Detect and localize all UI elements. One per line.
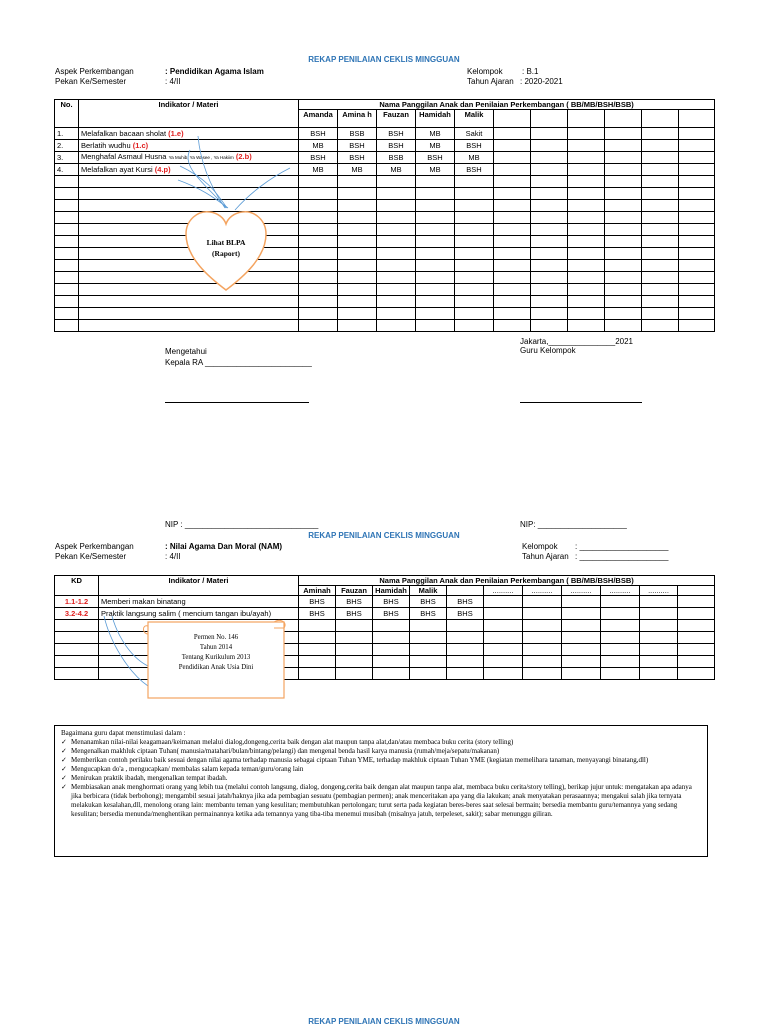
indikator-text: Berlatih wudhu: [81, 140, 131, 150]
mengetahui: Mengetahui: [165, 347, 207, 356]
pekan-label: Pekan Ke/Semester: [55, 77, 127, 86]
score-cell: BSH: [299, 128, 338, 140]
row-indikator: Memberi makan binatang: [99, 596, 299, 608]
score-cell: BSH: [455, 164, 494, 176]
place-date: Jakarta,_______________2021: [520, 337, 633, 346]
signature-line-left: [165, 402, 309, 403]
student-header: Fauzan: [377, 110, 416, 128]
kd-code: (2.b): [235, 152, 252, 161]
student-header: Malik: [455, 110, 494, 128]
kd-code: (4.p): [154, 164, 171, 174]
tahun-value: : 2020-2021: [520, 77, 563, 86]
kd-code: 3.2-4.2: [55, 608, 99, 620]
list-item: ✓ Menirukan praktik ibadah, mengenalkan tempat ibadah.: [61, 774, 701, 783]
col-indikator-header: Indikator / Materi: [99, 576, 299, 596]
score-cell: BHS: [336, 608, 373, 620]
col-no-header: No.: [55, 100, 79, 128]
score-cell: MB: [416, 140, 455, 152]
scroll-line: Permen No. 146: [193, 634, 239, 641]
indikator-text: Menghafal Asmaul Husna: [81, 152, 167, 161]
student-header: Aminah: [299, 586, 336, 596]
student-header-blank: ..........: [601, 586, 640, 596]
col-indikator-header: Indikator / Materi: [79, 100, 299, 128]
section1-title: REKAP PENILAIAN CEKLIS MINGGUAN: [308, 55, 460, 64]
heart-line-1: Lihat BLPA: [206, 238, 246, 247]
aspek-label: Aspek Perkembangan: [55, 67, 134, 76]
score-cell: Sakit: [455, 128, 494, 140]
student-header: Fauzan: [336, 586, 373, 596]
scroll-text: [150, 633, 282, 673]
footer-title: REKAP PENILAIAN CEKLIS MINGGUAN: [308, 1017, 460, 1026]
list-item: ✓ Mengenalkan makhluk ciptaan Tuhan( manusia/matahari/bulan/bintang/pelangi) dan mengenal benda hasil karya manusia (rumah/meja/sepatu/makanan): [61, 747, 701, 756]
list-item: ✓ Mengucapkan do'a , mengucapkan/ membalas salam kepada teman/guru/orang lain: [61, 765, 701, 774]
score-cell: BHS: [299, 596, 336, 608]
kelompok-value: : ____________________: [575, 542, 669, 551]
aspek-value: : Nilai Agama Dan Moral (NAM): [165, 542, 283, 551]
kd-code: (1.c): [132, 140, 149, 150]
pekan-value: : 4/II: [165, 552, 181, 561]
list-item: ✓ Memberikan contoh perilaku baik sesuai dengan nilai agama terhadap manusia sebagai ciptaan Tuhan YME, terhadap makhluk ciptaan Tuhan YME (kegiatan memelihara tanaman, menyayangi binatang,dll): [61, 756, 701, 765]
score-cell: BHS: [410, 596, 447, 608]
kd-code: 1.1-1.2: [55, 596, 99, 608]
pekan-label: Pekan Ke/Semester: [55, 552, 127, 561]
score-cell: BHS: [299, 608, 336, 620]
kepala-ra: Kepala RA ________________________: [165, 358, 312, 367]
list-item: ✓ Menanamkan nilai-nilai keagamaan/keimanan melalui dialog,dongeng,cerita baik dengan alat maupun tanpa alat,dan/atau membaca buku cerita (story telling): [61, 738, 701, 747]
empty-row: [55, 320, 715, 332]
guru-kelompok: Guru Kelompok: [520, 346, 576, 355]
indikator-text: Melafalkan bacaan sholat: [81, 128, 167, 138]
student-header-blank: ..........: [562, 586, 601, 596]
score-cell: BHS: [410, 608, 447, 620]
score-cell: MB: [416, 164, 455, 176]
student-header: Hamidah: [373, 586, 410, 596]
row-no: 2.: [55, 140, 79, 152]
student-header: Amanda: [299, 110, 338, 128]
student-header-blank: ..........: [640, 586, 678, 596]
scroll-line: Tentang Kurikulum 2013: [181, 654, 251, 661]
row-no: 1.: [55, 128, 79, 140]
arrow-line: [178, 180, 228, 208]
score-cell: MB: [299, 140, 338, 152]
aspek-value: : Pendidikan Agama Islam: [165, 67, 264, 76]
student-header: Amina h: [338, 110, 377, 128]
score-cell: BHS: [336, 596, 373, 608]
score-cell: BHS: [447, 608, 484, 620]
score-cell: BHS: [373, 596, 410, 608]
score-cell: MB: [455, 152, 494, 164]
score-cell: BHS: [447, 596, 484, 608]
score-cell: BSH: [455, 140, 494, 152]
pekan-value: : 4/II: [165, 77, 181, 86]
score-cell: BSB: [338, 128, 377, 140]
kd-code: (1.e): [168, 128, 184, 138]
row-no: 4.: [55, 164, 79, 176]
row-indikator: Praktik langsung salim ( mencium tangan ibu/ayah): [99, 608, 299, 620]
section2-title: REKAP PENILAIAN CEKLIS MINGGUAN: [308, 531, 460, 540]
col-nama-header: Nama Panggilan Anak dan Penilaian Perkembangan ( BB/MB/BSH/BSB): [299, 100, 715, 110]
signature-line-right: [520, 402, 642, 403]
score-cell: BSB: [377, 152, 416, 164]
arrow-line: [188, 150, 226, 208]
arrow-line: [198, 136, 225, 208]
stimulation-list: [61, 738, 701, 819]
scroll-line: Tahun 2014: [199, 644, 233, 651]
heart-line-2: (Raport): [212, 249, 240, 258]
asmaul-husna-note: Ya Muhib, Ya Wasee , Ya Hakiim: [168, 155, 234, 160]
col-nama-header: Nama Panggilan Anak dan Penilaian Perkembangan ( BB/MB/BSH/BSB): [299, 576, 715, 586]
col-kd-header: KD: [55, 576, 99, 596]
score-cell: BSH: [299, 152, 338, 164]
heart-callout: [150, 128, 310, 293]
arrow-line: [104, 616, 148, 686]
score-cell: BSH: [338, 152, 377, 164]
score-cell: MB: [416, 128, 455, 140]
kelompok-value: : B.1: [522, 67, 539, 76]
stimulation-box: [54, 725, 708, 857]
tahun-value: : ____________________: [575, 552, 669, 561]
kelompok-label: Kelompok: [467, 67, 503, 76]
tahun-label: Tahun Ajaran: [522, 552, 569, 561]
score-cell: BHS: [373, 608, 410, 620]
score-cell: BSH: [377, 128, 416, 140]
score-cell: BSH: [338, 140, 377, 152]
arrow-line: [112, 616, 148, 666]
score-cell: BSH: [377, 140, 416, 152]
aspek-label: Aspek Perkembangan: [55, 542, 134, 551]
row-no: 3.: [55, 152, 79, 164]
scroll-line: Pendidikan Anak Usia Dini: [178, 664, 254, 671]
score-cell: MB: [338, 164, 377, 176]
nip-right: NIP: ____________________: [520, 520, 627, 529]
table-row: [55, 596, 715, 608]
student-header-blank: ..........: [523, 586, 562, 596]
tahun-label: Tahun Ajaran: [467, 77, 514, 86]
heart-text: [186, 237, 266, 259]
student-header-blank: ..........: [484, 586, 523, 596]
score-cell: MB: [377, 164, 416, 176]
scroll-curl-left: [144, 626, 149, 634]
arrow-line: [235, 168, 290, 210]
student-header: Malik: [410, 586, 447, 596]
score-cell: MB: [299, 164, 338, 176]
list-item: ✓ Membiasakan anak menghormati orang yang lebih tua (melalui contoh langsung, dialog, dongeng,cerita baik dengan alat maupun tanpa alat, membaca buku cerita/story telling), berikap jujur untuk: mengatakan apa adanya jika berbicara (tidak berbohong); mengambil sesuai jatah/haknya jika ada pembagian sesuatu (pembagian permen); anak menceritakan apa yang dia lakukan; anak menyatakan perasaannya; mengakui salah jika ternyata melakukan kesalahan,dll, menolong orang lain: membantu teman yang kesulitan; membutuhkan pertolongan; turut serta pada kegiatan beres-beres saat selesai bermain; bersedia membantu guru/temannya yang sedang kesulitan; bersedia menunda/menghentikan permainannya ketika ada temannya yang tiba-tiba menemui musibah (misalnya jatuh, terpeleset, sakit); sabar menunggu giliran.: [61, 783, 701, 819]
score-cell: BSH: [416, 152, 455, 164]
nip-left: NIP : ______________________________: [165, 520, 319, 529]
empty-row: [55, 296, 715, 308]
student-header: Hamidah: [416, 110, 455, 128]
box-intro: Bagaimana guru dapat menstimulasi dalam :: [61, 729, 186, 737]
indikator-text: Melafalkan ayat Kursi: [81, 164, 153, 174]
empty-row: [55, 308, 715, 320]
kelompok-label: Kelompok: [522, 542, 558, 551]
